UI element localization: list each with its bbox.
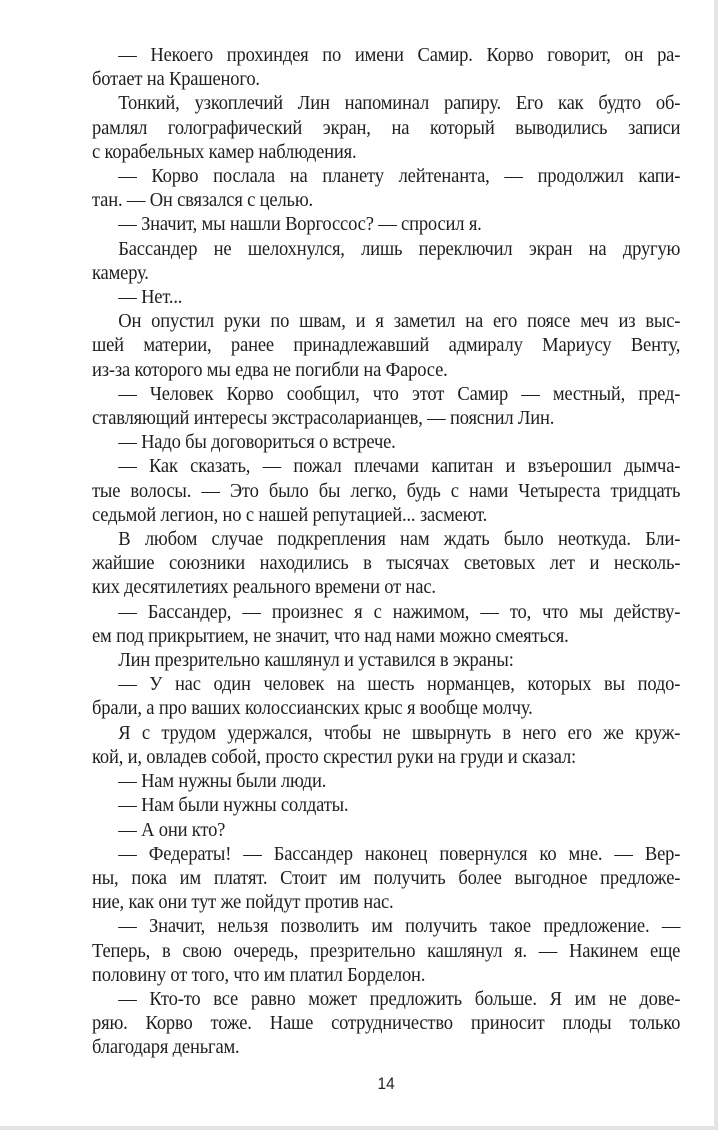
paragraphs: [92, 43, 680, 1060]
paragraph: [92, 382, 680, 430]
text-line: камеру.: [92, 261, 149, 284]
text-line: Тонкий, узкоплечий Лин напоминал рапиру. Его как будто об-: [118, 92, 681, 115]
paragraph: [92, 212, 680, 236]
text-line: — Бассандер, — произнес я с нажимом, — то, что мы действу-: [118, 600, 681, 623]
paragraph: [92, 648, 680, 672]
text-line: — Как сказать, — пожал плечами капитан и взъерошил дымча-: [118, 455, 681, 478]
text-line: — Нет...: [118, 286, 183, 309]
text-line: ние, как они тут же пойдут против нас.: [92, 891, 394, 914]
text-line: — Некоего прохиндея по имени Самир. Корво говорит, он ра-: [118, 44, 681, 66]
page-number: 14: [377, 1073, 395, 1093]
text-line: ставляющий интересы экстрасоларианцев, — пояснил Лин.: [92, 407, 555, 430]
text-line: шей материи, ранее принадлежавший адмиралу Мариусу Венту,: [92, 334, 681, 357]
text-line: — У нас один человек на шесть норманцев, которых вы подо-: [118, 673, 681, 696]
paragraph: [92, 430, 680, 454]
text-line: — Нам нужны были люди.: [118, 770, 327, 793]
text-line: тан. — Он связался с целью.: [92, 189, 313, 212]
text-line: — Значит, мы нашли Воргоссос? — спросил я.: [118, 213, 482, 236]
text-line: ем под прикрытием, не значит, что над нами можно смеяться.: [92, 624, 569, 647]
paragraph: [92, 793, 680, 817]
text-line: — А они кто?: [118, 818, 226, 841]
paragraph: [92, 527, 680, 600]
paragraph: [92, 285, 680, 309]
text-line: рамлял голографический экран, на который выводились записи: [92, 116, 681, 139]
paragraph: [92, 43, 680, 91]
body-text: [92, 43, 680, 1094]
paragraph: [92, 721, 680, 769]
text-line: Лин презрительно кашлянул и уставился в экраны:: [118, 649, 514, 672]
paragraph: [92, 600, 680, 648]
text-line: ботает на Крашеного.: [92, 68, 260, 91]
text-line: кой, и, овладев собой, просто скрестил руки на груди и сказал:: [92, 745, 577, 768]
text-line: тые волосы. — Это было бы легко, будь с нами Четыреста тридцать: [92, 479, 681, 502]
text-line: благодаря деньгам.: [92, 1036, 240, 1059]
text-line: Теперь, в свою очередь, презрительно кашлянул я. — Накинем еще: [92, 939, 681, 962]
text-line: — Корво послала на планету лейтенанта, — продолжил капи-: [118, 165, 681, 188]
paragraph: [92, 842, 680, 915]
text-line: ны, пока им платят. Стоит им получить более выгодное предложе-: [92, 866, 681, 889]
paragraph: [92, 309, 680, 382]
text-line: Он опустил руки по швам, и я заметил на его поясе меч из выс-: [118, 310, 681, 333]
text-line: — Значит, нельзя позволить им получить такое предложение. —: [118, 915, 681, 938]
paragraph: [92, 672, 680, 720]
text-line: с корабельных камер наблюдения.: [92, 140, 357, 163]
text-line: — Кто-то все равно может предложить больше. Я им не дове-: [118, 987, 681, 1010]
text-line: — Надо бы договориться о встрече.: [118, 431, 396, 454]
paragraph: [92, 818, 680, 842]
text-line: Я с трудом удержался, чтобы не швырнуть в него его же круж-: [118, 721, 681, 744]
text-line: ких десятилетиях реального времени от нас.: [92, 576, 436, 599]
text-line: — Федераты! — Бассандер наконец повернулся ко мне. — Вер-: [118, 842, 681, 865]
paragraph: [92, 914, 680, 987]
paragraph: [92, 769, 680, 793]
paragraph: [92, 987, 680, 1060]
text-line: — Нам были нужны солдаты.: [118, 794, 349, 817]
text-line: жайшие союзники находились в тысячах световых лет и несколь-: [92, 552, 681, 575]
text-line: Бассандер не шелохнулся, лишь переключил экран на другую: [118, 237, 681, 260]
paragraph: [92, 164, 680, 212]
text-line: — Человек Корво сообщил, что этот Самир — местный, пред-: [118, 382, 681, 405]
text-line: брали, а про ваших колоссианских крыс я вообще молчу.: [92, 697, 533, 720]
paragraph: [92, 237, 680, 285]
paragraph: [92, 454, 680, 527]
text-line: из-за которого мы едва не погибли на Фаросе.: [92, 358, 448, 381]
text-line: седьмой легион, но с нашей репутацией... засмеют.: [92, 503, 488, 526]
text-line: ряю. Корво тоже. Наше сотрудничество приносит плоды только: [92, 1012, 681, 1035]
paragraph: [92, 91, 680, 164]
text-line: В любом случае подкрепления нам ждать было неоткуда. Бли-: [118, 528, 681, 551]
text-line: половину от того, что им платил Борделон.: [92, 963, 426, 986]
